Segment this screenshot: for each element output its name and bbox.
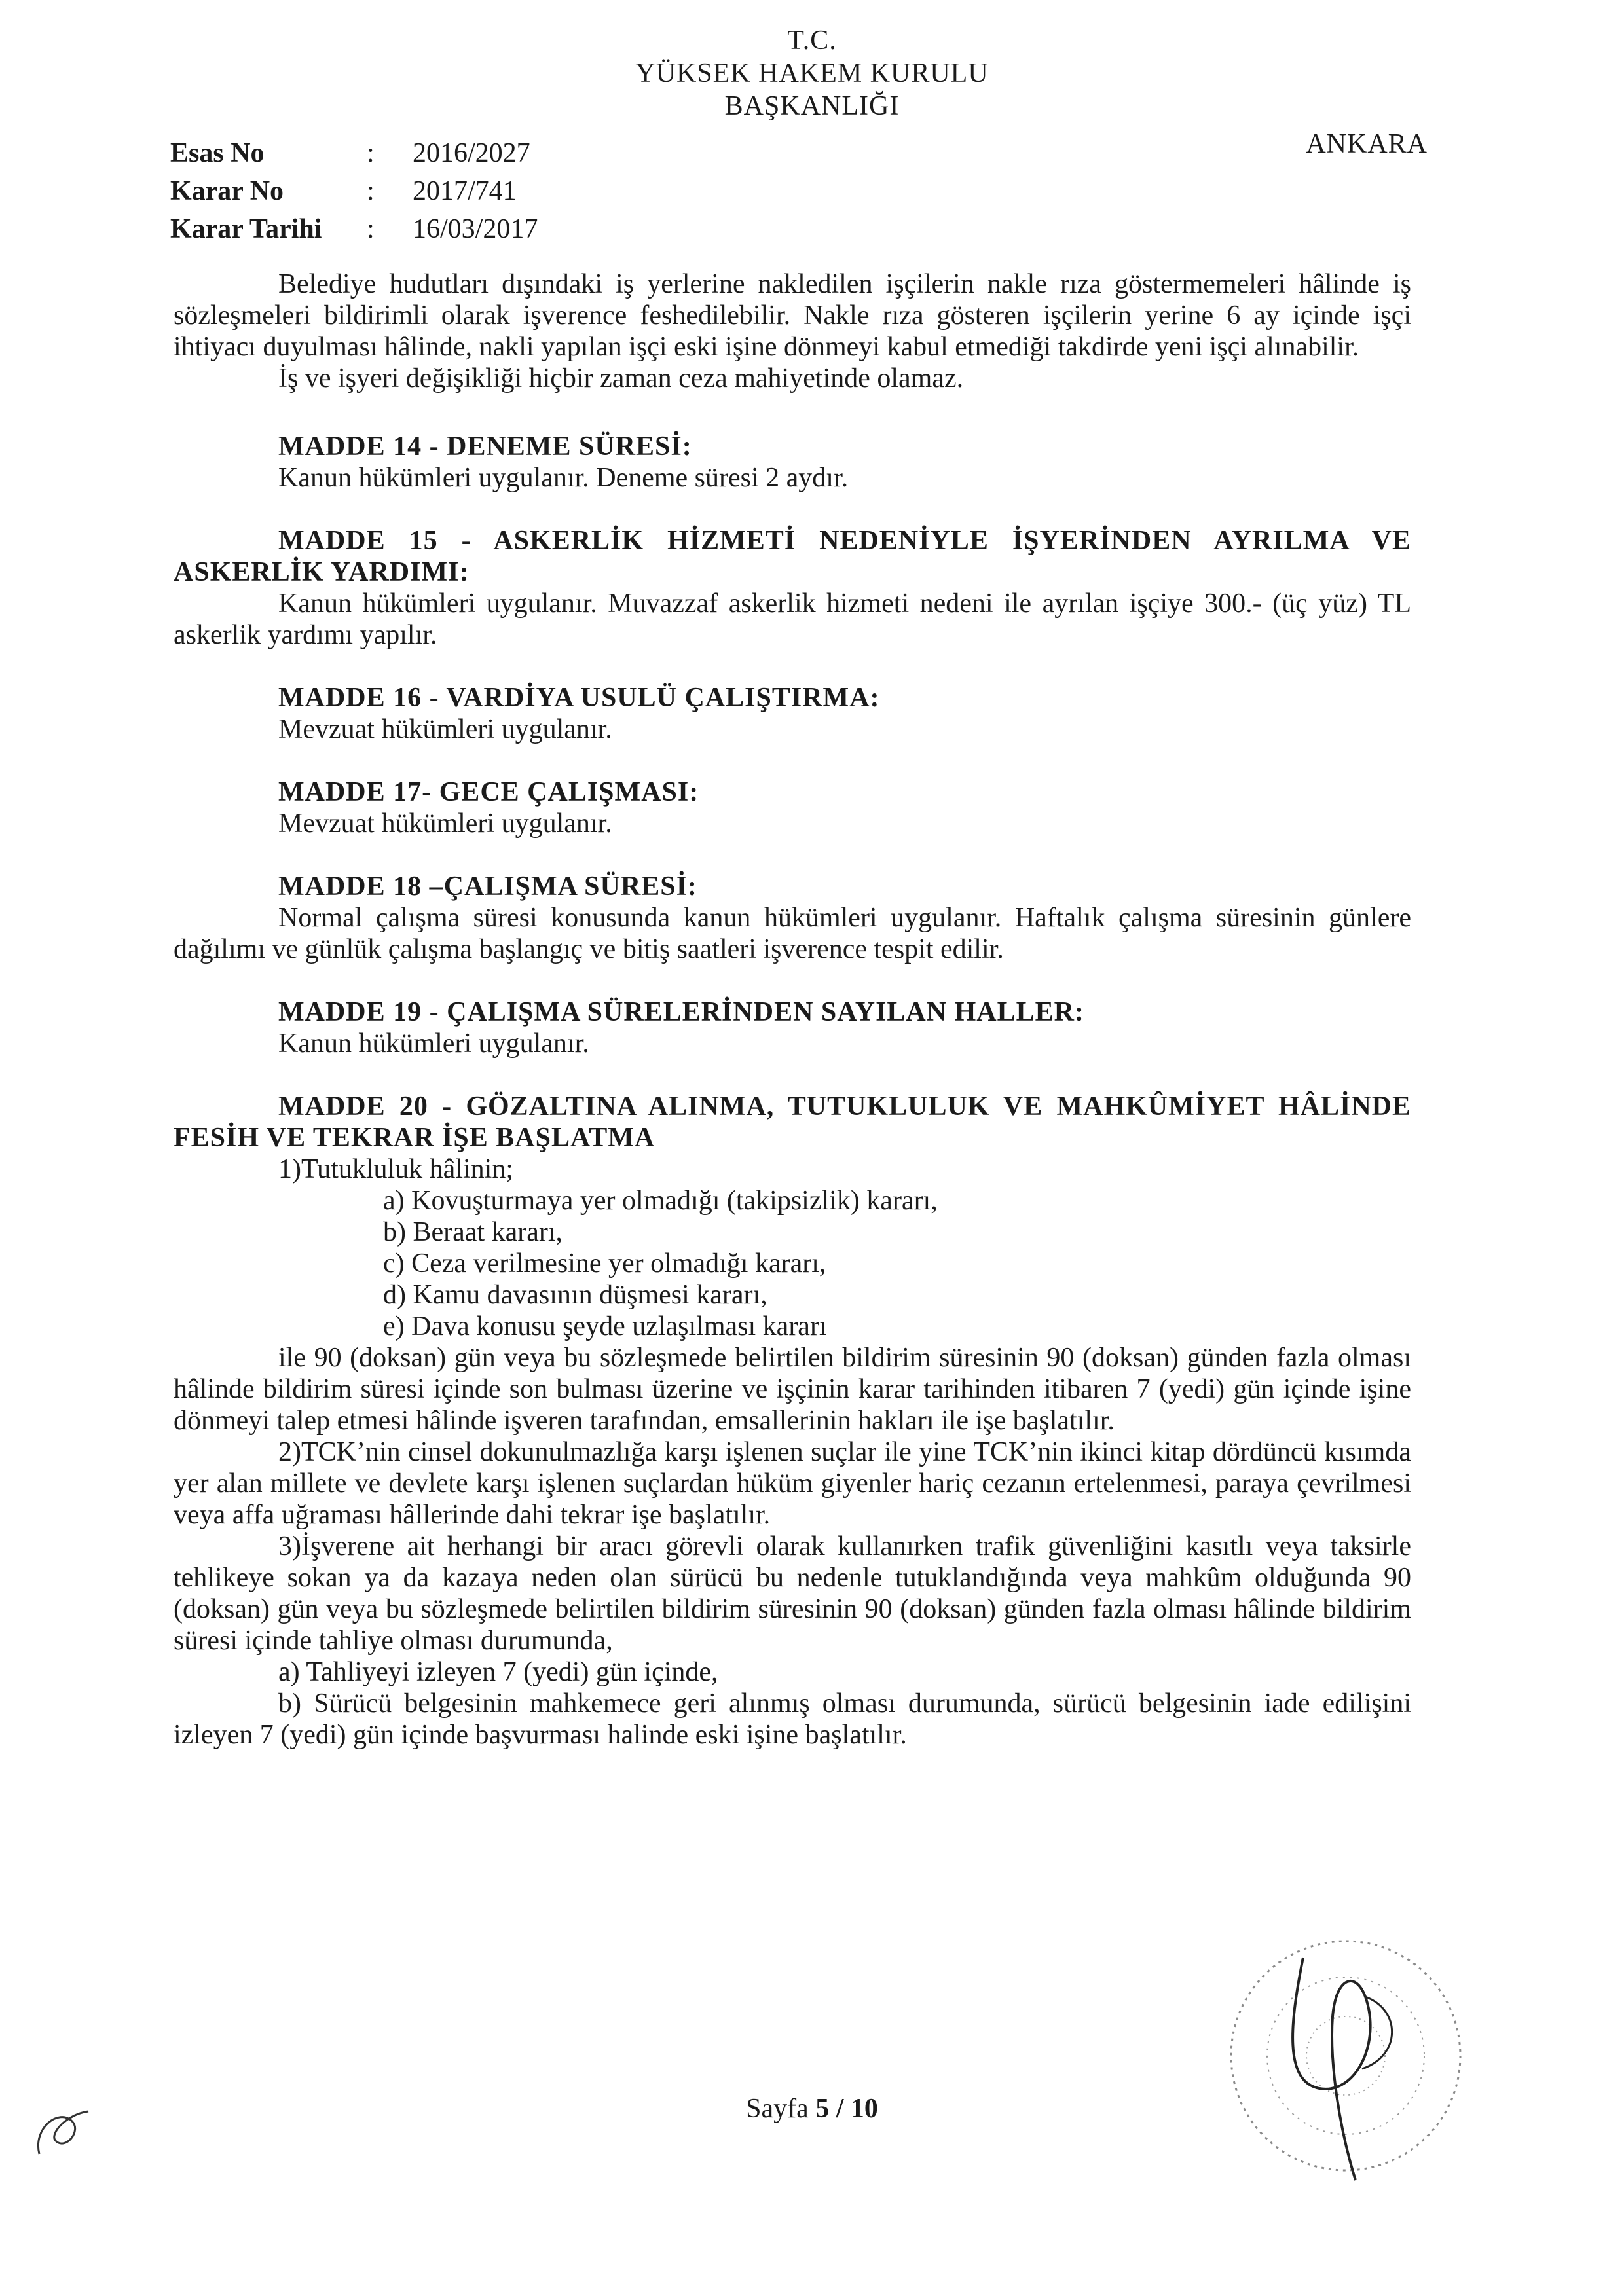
intro-paragraph: Belediye hudutları dışındaki iş yerlerine nakledilen işçilerin nakle rıza göstermemeleri hâlinde iş sözleşmeleri bildirimli olarak işverence feshedilebilir. Nakle rıza gösteren işçilerin yerine 6 ay içinde işçi ihtiyacı duyulması hâlinde, nakli yapılan işçi eski işine dönmeyi kabul etmediği takdirde yeni işçi alınabilir.	[174, 269, 1411, 362]
meta-label: Karar No	[170, 176, 284, 206]
article-15-title: MADDE 15 - ASKERLİK HİZMETİ NEDENİYLE İŞYERİNDEN AYRILMA VE ASKERLİK YARDIMI:	[174, 526, 1411, 587]
article-20-clause-3-b	[174, 1688, 1411, 1751]
article-20-clause-3-a: a) Tahliyeyi izleyen 7 (yedi) gün içinde,	[278, 1657, 718, 1687]
article-20-clause-1: 1)Tutukluluk hâlinin;	[278, 1154, 513, 1184]
article-14-text: Kanun hükümleri uygulanır. Deneme süresi 2 aydır.	[278, 463, 849, 493]
official-stamp-signature	[1205, 1918, 1486, 2193]
document-body	[174, 268, 1411, 1751]
article-16-title: MADDE 16 - VARDİYA USULÜ ÇALIŞTIRMA:	[278, 683, 880, 713]
list-item: d) Kamu davasının düşmesi kararı,	[383, 1280, 767, 1310]
article-20-clause-3: 3)İşverene ait herhangi bir aracı görevli olarak kullanırken trafik güvenliğini kasıtlı veya taksirle tehlikeye sokan ya da kazaya neden olan sürücü bu nedenle tutuklandığında veya mahkûm olduğunda 90 (doksan) gün veya bu sözleşmede belirtilen bildirim süresinin 90 (doksan) günden fazla olması hâlinde bildirim süresi içinde tahliye olması durumunda,	[174, 1531, 1411, 1656]
page-number: 5 / 10	[815, 2094, 878, 2124]
article-19-text: Kanun hükümleri uygulanır.	[278, 1029, 589, 1059]
article-18-text: Normal çalışma süresi konusunda kanun hükümleri uygulanır. Haftalık çalışma süresinin günlere dağılımı ve günlük çalışma başlangıç ve bitiş saatleri işverence tespit edilir.	[174, 903, 1411, 964]
list-item: e) Dava konusu şeyde uzlaşılması kararı	[383, 1311, 827, 1341]
header-city: ANKARA	[1306, 129, 1428, 159]
meta-label: Karar Tarihi	[170, 214, 322, 244]
article-18-title: MADDE 18 –ÇALIŞMA SÜRESİ:	[278, 871, 697, 902]
meta-colon: :	[367, 138, 375, 168]
article-20-clause-1-tail: ile 90 (doksan) gün veya bu sözleşmede belirtilen bildirim süresinin 90 (doksan) günden fazla olması hâlinde bildirim süresi içinde son bulması üzerine ve işçinin karar tarihinden itibaren 7 (yedi) gün içinde işine dönmeyi talep etmesi hâlinde işveren tarafından, emsallerinin hakları ile işe başlatılır.	[174, 1343, 1411, 1436]
article-17-title: MADDE 17- GECE ÇALIŞMASI:	[278, 777, 699, 807]
meta-value: 16/03/2017	[413, 214, 538, 244]
article-20-clause-3-b-text: b) Sürücü belgesinin mahkemece geri alınmış olması durumunda, sürücü belgesinin iade edilişini izleyen 7 (yedi) gün içinde başvurması halinde eski işine başlatılır.	[174, 1688, 1411, 1750]
meta-colon: :	[367, 176, 375, 206]
article-20-title: MADDE 20 - GÖZALTINA ALINMA, TUTUKLULUK VE MAHKÛMİYET HÂLİNDE FESİH VE TEKRAR İŞE BAŞLATMA	[174, 1091, 1411, 1153]
list-item: c) Ceza verilmesine yer olmadığı kararı,	[383, 1248, 826, 1279]
list-item: a) Kovuşturmaya yer olmadığı (takipsizlik) kararı,	[383, 1186, 938, 1216]
article-14-title: MADDE 14 - DENEME SÜRESİ:	[278, 431, 692, 462]
case-metadata	[170, 134, 570, 248]
page-label: Sayfa	[746, 2094, 809, 2124]
article-20-clause-2: 2)TCK’nin cinsel dokunulmazlığa karşı işlenen suçlar ile yine TCK’nin ikinci kitap dördüncü kısımda yer alan millete ve devlete karşı işlenen suçlardan hüküm giyenler hariç cezanın ertelenmesi, paraya çevrilmesi veya affa uğraması hâllerinde dahi tekrar işe başlatılır.	[174, 1437, 1411, 1530]
article-15-text: Kanun hükümleri uygulanır. Muvazzaf askerlik hizmeti nedeni ile ayrılan işçiye 300.- (üç yüz) TL askerlik yardımı yapılır.	[174, 589, 1411, 650]
meta-colon: :	[367, 214, 375, 244]
list-item: b) Beraat kararı,	[383, 1217, 563, 1247]
article-17-text: Mevzuat hükümleri uygulanır.	[278, 809, 612, 839]
handwritten-mark	[26, 2095, 105, 2174]
header-institution: YÜKSEK HAKEM KURULU	[635, 58, 989, 88]
article-19-title: MADDE 19 - ÇALIŞMA SÜRELERİNDEN SAYILAN HALLER:	[278, 997, 1084, 1027]
header-presidency: BAŞKANLIĞI	[724, 91, 900, 121]
header-tc: T.C.	[787, 26, 837, 56]
intro-paragraph-2: İş ve işyeri değişikliği hiçbir zaman ceza mahiyetinde olamaz.	[278, 363, 964, 393]
article-16-text: Mevzuat hükümleri uygulanır.	[278, 714, 612, 744]
meta-row-decision-date	[170, 210, 570, 248]
meta-row-case-no	[170, 134, 570, 172]
meta-label: Esas No	[170, 138, 265, 168]
meta-value: 2016/2027	[413, 138, 530, 168]
meta-row-decision-no	[170, 172, 570, 210]
meta-value: 2017/741	[413, 176, 517, 206]
